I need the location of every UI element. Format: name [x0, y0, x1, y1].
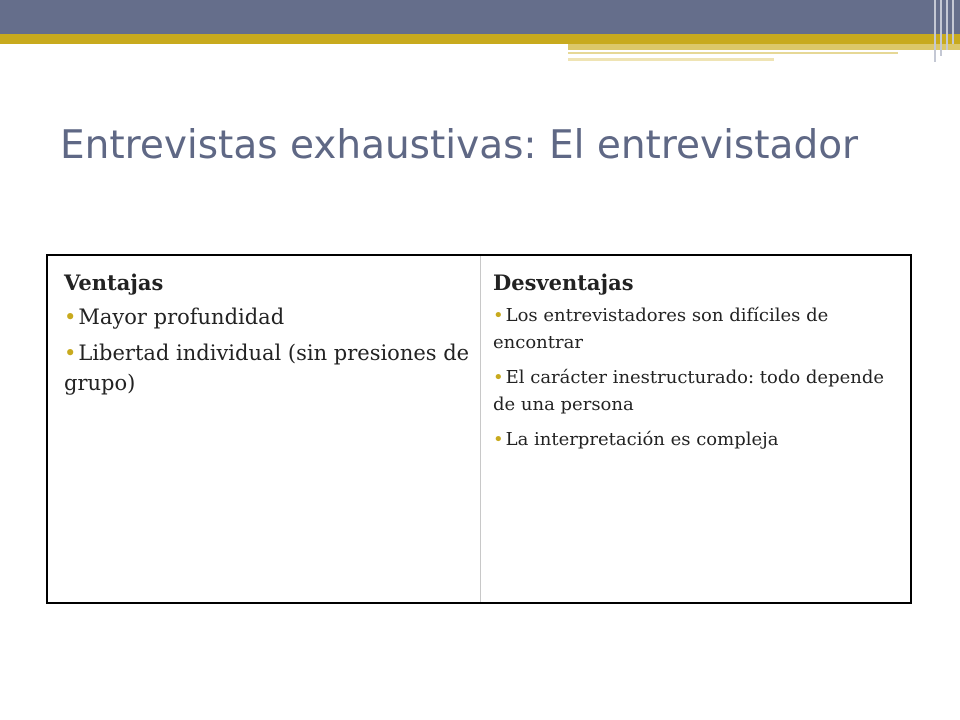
- comparison-table: [46, 254, 912, 604]
- decorative-lines: [930, 0, 960, 62]
- list-item: [64, 338, 470, 398]
- list-item: [64, 302, 470, 332]
- disadvantages-column: [481, 256, 910, 602]
- bullet-icon: •: [493, 305, 504, 326]
- bullet-icon: •: [64, 341, 77, 365]
- list-item: [493, 364, 900, 418]
- accent-line: [568, 52, 898, 54]
- list-item-text: Mayor profundidad: [78, 305, 285, 329]
- accent-bar: [0, 34, 960, 44]
- bullet-icon: •: [493, 429, 504, 450]
- list-item-text: El carácter inestructurado: todo depende de una persona: [493, 367, 885, 415]
- column-header: Desventajas: [493, 270, 634, 295]
- header-bar: [0, 0, 960, 34]
- list-item-text: Los entrevistadores son difíciles de encontrar: [493, 305, 829, 353]
- bullet-icon: •: [64, 305, 77, 329]
- accent-bar-secondary: [568, 44, 960, 50]
- column-header: Ventajas: [64, 270, 164, 295]
- list-item-text: Libertad individual (sin presiones de grupo): [64, 341, 470, 395]
- bullet-icon: •: [493, 367, 504, 388]
- list-item-text: La interpretación es compleja: [505, 429, 779, 450]
- accent-line: [568, 58, 774, 61]
- advantages-column: [48, 256, 481, 602]
- list-item: [493, 426, 900, 453]
- disadvantages-list: [493, 302, 900, 453]
- advantages-list: [64, 302, 470, 398]
- list-item: [493, 302, 900, 356]
- slide-title: Entrevistas exhaustivas: El entrevistador: [60, 123, 859, 168]
